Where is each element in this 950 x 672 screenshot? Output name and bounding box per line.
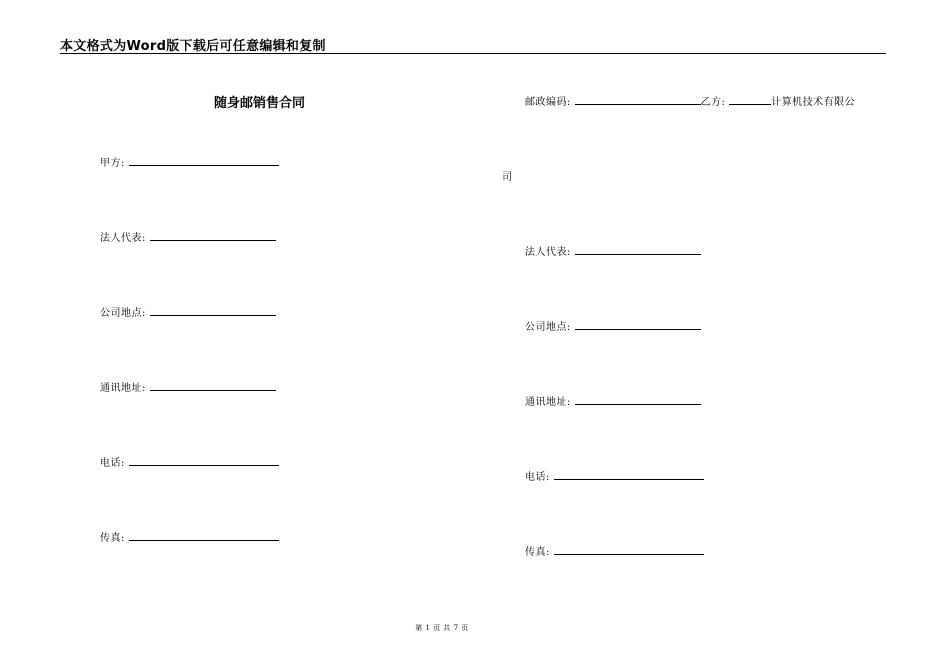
party-b-label: 乙方: <box>700 97 726 108</box>
party-b-blank <box>729 94 771 105</box>
header-divider <box>60 53 886 54</box>
fax-field-right <box>525 543 704 558</box>
legal-rep-field-right <box>525 243 701 258</box>
fax-blank-left <box>129 530 279 541</box>
postal-code-label: 邮政编码: <box>525 97 571 108</box>
phone-label-right: 电话: <box>525 472 550 483</box>
company-location-field-left <box>100 304 276 319</box>
legal-rep-blank-left <box>150 230 276 241</box>
legal-rep-blank-right <box>575 244 701 255</box>
phone-blank-right <box>554 469 704 480</box>
party-b-value: 计算机技术有限公 <box>771 97 856 108</box>
phone-blank-left <box>129 455 279 466</box>
phone-field-left <box>100 454 279 469</box>
fax-label-left: 传真: <box>100 533 125 544</box>
document-title: 随身邮销售合同 <box>214 96 306 111</box>
party-a-label: 甲方: <box>100 158 125 169</box>
company-location-field-right <box>525 318 701 333</box>
company-location-blank-right <box>575 319 701 330</box>
party-a-blank <box>129 155 279 166</box>
page-header: 本文格式为Word版下载后可任意编辑和复制 <box>60 39 326 54</box>
mailing-address-field-left <box>100 379 276 394</box>
mailing-address-field-right <box>525 393 701 408</box>
mailing-address-blank-right <box>575 394 701 405</box>
legal-rep-label-right: 法人代表: <box>525 247 571 258</box>
phone-label-left: 电话: <box>100 458 125 469</box>
phone-field-right <box>525 468 704 483</box>
mailing-address-label-left: 通讯地址: <box>100 383 146 394</box>
fax-blank-right <box>554 544 704 555</box>
company-location-label-right: 公司地点: <box>525 322 571 333</box>
legal-rep-label-left: 法人代表: <box>100 233 146 244</box>
company-location-label-left: 公司地点: <box>100 308 146 319</box>
party-b-value-wrap: 司 <box>502 172 512 183</box>
mailing-address-blank-left <box>150 380 276 391</box>
fax-label-right: 传真: <box>525 547 550 558</box>
fax-field-left <box>100 529 279 544</box>
legal-rep-field-left <box>100 229 276 244</box>
postal-party-b-line <box>525 93 855 108</box>
page-number: 第 1 页 共 7 页 <box>415 624 469 632</box>
party-a-field <box>100 154 279 169</box>
mailing-address-label-right: 通讯地址: <box>525 397 571 408</box>
postal-code-blank <box>575 94 701 105</box>
company-location-blank-left <box>150 305 276 316</box>
